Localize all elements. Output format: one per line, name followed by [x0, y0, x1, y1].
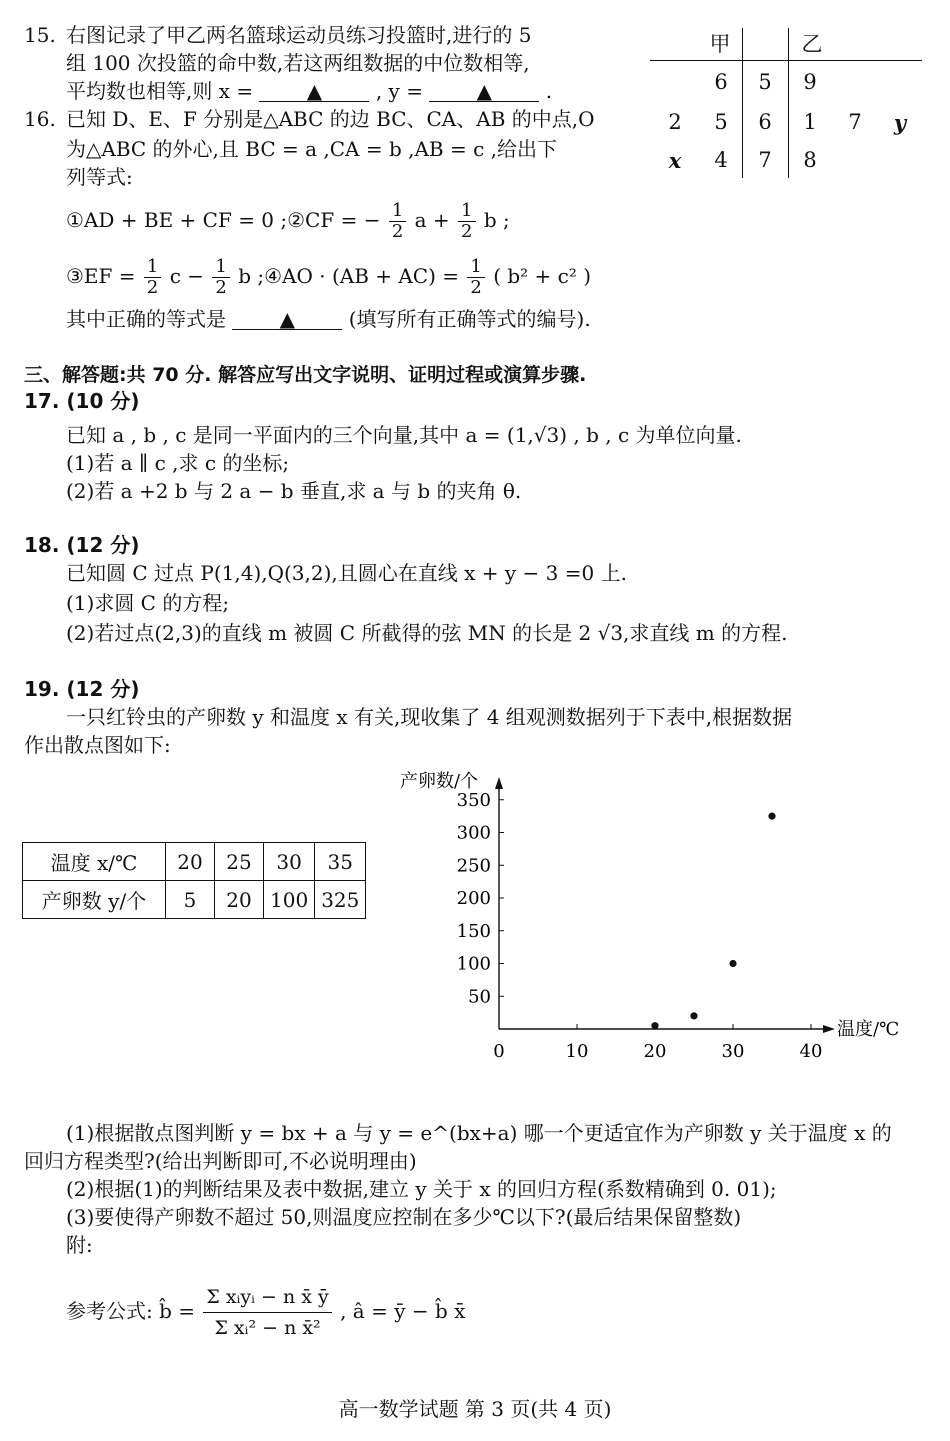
- y-axis-label: 产卵数/个: [400, 771, 479, 792]
- q17-line2: (1)若 a ∥ c ,求 c 的坐标;: [66, 451, 290, 475]
- stem-value: 5: [758, 70, 772, 94]
- formula-denominator: Σ xᵢ² − n x̄²: [214, 1317, 321, 1339]
- q16-answer-a: 其中正确的等式是: [66, 307, 226, 331]
- data-point: [768, 813, 775, 820]
- q19-p2: (2)根据(1)的判断结果及表中数据,建立 y 关于 x 的回归方程(系数精确到 0. 01);: [66, 1177, 777, 1201]
- stem-value: 7: [758, 148, 772, 172]
- fraction-half: $\frac{1}{2}$: [458, 201, 475, 242]
- q16-number: 16.: [24, 107, 56, 131]
- leaf-left: 2: [668, 110, 682, 134]
- table-label: 温度 x/℃: [23, 843, 166, 881]
- q16-eq3d: ( b² + c² ): [493, 264, 592, 288]
- q16-eq1: ①AD + BE + CF = 0 ;②CF = −: [66, 208, 381, 232]
- q15-text-c: .: [545, 79, 553, 103]
- q18-line1: 已知圆 C 过点 P(1,4),Q(3,2),且圆心在直线 x + y − 3 =0 上.: [66, 561, 627, 585]
- q16-eq1b: a +: [414, 208, 450, 232]
- y-tick-label: 250: [456, 855, 491, 877]
- leaf-left: 4: [714, 148, 728, 172]
- q15-line1: 右图记录了甲乙两名篮球运动员练习投篮时,进行的 5: [66, 23, 532, 47]
- table-cell: 30: [264, 843, 315, 881]
- y-tick-label: 100: [456, 953, 491, 975]
- q16-eq3b: c −: [169, 264, 205, 288]
- data-table: [22, 842, 366, 919]
- stem-value: 6: [758, 110, 772, 134]
- formula-a: , â = ȳ − b̂ x̄: [340, 1299, 466, 1323]
- q15-blank-x: ▲: [259, 81, 369, 102]
- x-axis-arrow: [823, 1025, 835, 1033]
- leaf-right: 8: [803, 148, 817, 172]
- leaf-right: 1: [803, 110, 817, 134]
- leaf-left: 6: [714, 70, 728, 94]
- table-cell: 25: [215, 843, 264, 881]
- q19-line1: 一只红铃虫的产卵数 y 和温度 x 有关,现收集了 4 组观测数据列于下表中,根据数据: [66, 705, 793, 729]
- q16-blank: ▲: [232, 309, 342, 330]
- table-cell: 20: [166, 843, 215, 881]
- table-row: [23, 843, 366, 881]
- y-tick-label: 50: [468, 986, 491, 1008]
- q19-head: 19. (12 分): [24, 677, 140, 701]
- leaf-right: 7: [848, 110, 862, 134]
- q16-line3: 列等式:: [66, 165, 133, 189]
- x-tick-label: 0: [493, 1041, 505, 1062]
- y-axis-arrow: [495, 777, 503, 789]
- scatter-chart: [395, 765, 925, 1070]
- stem-head-left: 甲: [709, 32, 731, 56]
- table-row: [23, 881, 366, 919]
- y-tick-label: 350: [456, 789, 491, 811]
- fraction-half: $\frac{1}{2}$: [389, 201, 406, 242]
- leaf-left: 5: [714, 110, 728, 134]
- data-point: [690, 1012, 697, 1019]
- fraction-half: $\frac{1}{2}$: [212, 257, 229, 298]
- q16-eq-row1: [66, 192, 510, 248]
- table-cell: 35: [315, 843, 366, 881]
- section-heading: 三、解答题:共 70 分. 解答应写出文字说明、证明过程或演算步骤.: [24, 364, 587, 386]
- q16-line2: 为△ABC 的外心,且 BC = a ,CA = b ,AB = c ,给出下: [66, 137, 558, 161]
- q16-answer-line: [66, 306, 591, 332]
- leaf-right: y: [893, 110, 907, 135]
- y-tick-label: 200: [456, 888, 491, 909]
- stem-leaf-plot: [650, 28, 925, 188]
- q17-line1: 已知 a , b , c 是同一平面内的三个向量,其中 a = (1,√3) , b , c 为单位向量.: [66, 423, 742, 447]
- q16-eq3c: b ;④AO · (AB + AC) =: [238, 264, 460, 288]
- q19-line2: 作出散点图如下:: [24, 733, 171, 757]
- q16-answer-b: (填写所有正确等式的编号).: [348, 307, 591, 331]
- stem-head-right: 乙: [801, 32, 823, 56]
- x-axis-label: 温度/℃: [837, 1019, 900, 1040]
- q16-line1: 已知 D、E、F 分别是△ABC 的边 BC、CA、AB 的中点,O: [66, 107, 595, 131]
- page-footer: 高一数学试题 第 3 页(共 4 页): [338, 1397, 612, 1421]
- q19-p3: (3)要使得产卵数不超过 50,则温度应控制在多少℃以下?(最后结果保留整数): [66, 1205, 742, 1229]
- q15-text-b: , y =: [375, 79, 423, 103]
- q18-head: 18. (12 分): [24, 533, 140, 557]
- x-tick-label: 10: [565, 1041, 589, 1062]
- fraction-half: $\frac{1}{2}$: [144, 257, 161, 298]
- stem-rule-v1: [742, 28, 743, 178]
- q19-appendix: 附:: [66, 1233, 93, 1257]
- q15-line3: [66, 78, 552, 104]
- data-point: [651, 1022, 658, 1029]
- x-tick-label: 20: [643, 1041, 667, 1062]
- q15-number: 15.: [24, 23, 56, 47]
- q19-p1b: 回归方程类型?(给出判断即可,不必说明理由): [24, 1149, 417, 1173]
- q15-line2: 组 100 次投篮的命中数,若这两组数据的中位数相等,: [66, 51, 530, 75]
- q17-head: 17. (10 分): [24, 389, 140, 413]
- stem-rule-h: [650, 60, 922, 61]
- fraction-half: $\frac{1}{2}$: [467, 257, 484, 298]
- formula-numerator: Σ xᵢyᵢ − n x̄ ȳ: [203, 1282, 331, 1313]
- leaf-left: x: [668, 148, 682, 173]
- x-tick-label: 40: [799, 1041, 823, 1062]
- q18-line3: (2)若过点(2,3)的直线 m 被圆 C 所截得的弦 MN 的长是 2 √3,求直线 m 的方程.: [66, 621, 788, 645]
- formula-label: 参考公式:: [66, 1299, 153, 1323]
- reference-formula: [66, 1276, 465, 1346]
- table-cell: 325: [315, 881, 366, 919]
- data-point: [729, 960, 736, 967]
- formula-b: b̂ =: [159, 1299, 196, 1323]
- table-cell: 100: [264, 881, 315, 919]
- table-cell: 20: [215, 881, 264, 919]
- formula-fraction: [203, 1282, 331, 1343]
- q15-blank-y: ▲: [429, 81, 539, 102]
- q16-eq-row2: [66, 248, 591, 304]
- q15-text-a: 平均数也相等,则 x =: [66, 79, 254, 103]
- x-tick-label: 30: [721, 1041, 745, 1062]
- q18-line2: (1)求圆 C 的方程;: [66, 591, 230, 615]
- leaf-right: 9: [803, 70, 817, 94]
- y-tick-label: 300: [456, 822, 491, 844]
- table-cell: 5: [166, 881, 215, 919]
- table-label: 产卵数 y/个: [23, 881, 166, 919]
- q16-eq1c: b ;: [483, 208, 510, 232]
- y-tick-label: 150: [456, 920, 491, 942]
- stem-rule-v2: [788, 28, 789, 178]
- q17-line3: (2)若 a +2 b 与 2 a − b 垂直,求 a 与 b 的夹角 θ.: [66, 479, 522, 503]
- q16-eq3: ③EF =: [66, 264, 136, 288]
- q19-p1a: (1)根据散点图判断 y = bx + a 与 y = e^(bx+a) 哪一个更适宜作为产卵数 y 关于温度 x 的: [66, 1121, 892, 1145]
